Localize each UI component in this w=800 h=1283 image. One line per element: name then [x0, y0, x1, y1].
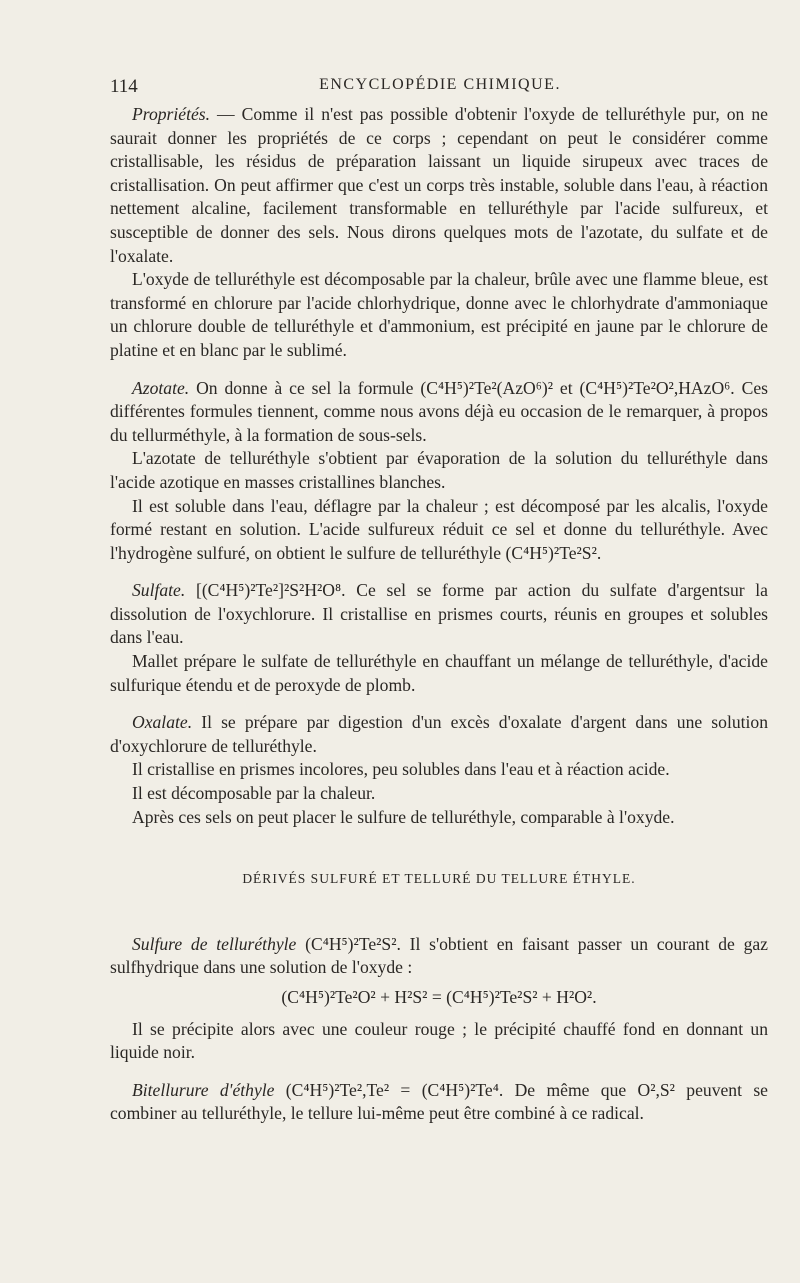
paragraph-azotate-preparation: L'azotate de telluréthyle s'obtient par évaporation de la solution du telluréthyle dans l'acide azotique en masses cristallines blanches.	[110, 448, 768, 492]
page-number: 114	[110, 76, 138, 97]
section-title-sulfate: Sulfate.	[132, 580, 186, 601]
paragraph-azotate	[110, 377, 768, 448]
chemical-equation: (C⁴H⁵)²Te²O² + H²S² = (C⁴H⁵)²Te²S² + H²O².	[281, 987, 597, 1007]
paragraph-text: (C⁴H⁵)²Te²,Te² = (C⁴H⁵)²Te⁴. De même que O²,S² peuvent se combiner au telluréthyle, le tellure lui-même peut être combiné à ce radical.	[110, 1079, 768, 1124]
paragraph-oxalate	[110, 711, 768, 758]
paragraph-text: On donne à ce sel la formule (C⁴H⁵)²Te²(AzO⁶)² et (C⁴H⁵)²Te²O²,HAzO⁶. Ces différentes formules tiennent, comme nous avons déjà eu occasion de le remarquer, à propos du tellurméthyle, à la formation de sous-sels.	[110, 377, 768, 445]
section-title-azotate: Azotate.	[132, 377, 190, 398]
paragraph-oxalate-decomposable: Il est décomposable par la chaleur.	[132, 783, 376, 804]
paragraph-text: (C⁴H⁵)²Te²S². Il s'obtient en faisant passer un courant de gaz sulfhydrique dans une solution de l'oxyde :	[110, 933, 768, 978]
paragraph-oxalate-transition: Après ces sels on peut placer le sulfure de telluréthyle, comparable à l'oxyde.	[132, 806, 675, 827]
page-body	[110, 103, 768, 1126]
paragraph-sulfate	[110, 579, 768, 650]
section-heading: DÉRIVÉS SULFURÉ ET TELLURÉ DU TELLURE ÉTHYLE.	[242, 871, 636, 887]
paragraph-proprietes	[110, 103, 768, 268]
section-title-proprietes: Propriétés.	[132, 104, 211, 124]
running-head: ENCYCLOPÉDIE CHIMIQUE.	[319, 76, 561, 93]
paragraph-text: [(C⁴H⁵)²Te²]²S²H²O⁸. Ce sel se forme par action du sulfate d'argentsur la dissolution de l'oxychlorure. Il cristallise en prismes courts, réunis en groupes et solubles dans l'eau.	[110, 580, 768, 648]
paragraph-azotate-properties: Il est soluble dans l'eau, déflagre par la chaleur ; est décomposé par les alcalis, l'oxyde formé restant en solution. L'acide sulfureux réduit ce sel et donne du telluréthyle. Avec l'hydrogène sulfuré, on obtient le sulfure de telluréthyle (C⁴H⁵)²Te²S².	[110, 495, 768, 563]
page-header	[110, 76, 770, 100]
section-title-oxalate: Oxalate.	[132, 712, 193, 733]
section-title-bitellurure: Bitellurure d'éthyle	[132, 1079, 275, 1100]
paragraph-bitellurure	[110, 1079, 768, 1126]
paragraph-oxyde-decomposition: L'oxyde de telluréthyle est décomposable par la chaleur, brûle avec une flamme bleue, est transformé en chlorure par l'acide chlorhydrique, donne avec le chlorhydrate d'ammoniaque un chlorure double de telluréthyle et d'ammonium, est précipité en jaune par le chlorure de platine et en blanc par le sublimé.	[110, 269, 768, 360]
paragraph-oxalate-crystals: Il cristallise en prismes incolores, peu solubles dans l'eau et à réaction acide.	[132, 759, 670, 780]
paragraph-sulfure-precipitate: Il se précipite alors avec une couleur rouge ; le précipité chauffé fond en donnant un liquide noir.	[110, 1018, 768, 1063]
paragraph-sulfate-mallet: Mallet prépare le sulfate de telluréthyle en chauffant un mélange de telluréthyle, d'acide sulfurique étendu et de peroxyde de plomb.	[110, 651, 768, 695]
paragraph-text: — Comme il n'est pas possible d'obtenir l'oxyde de telluréthyle pur, on ne saurait donner les propriétés de ce corps ; cependant on peut le considérer comme cristallisable, les résidus de préparation laissant un liquide sirupeux avec traces de cristallisation. On peut affirmer que c'est un corps très instable, soluble dans l'eau, à réaction nettement alcaline, facilement transformable en telluréthyle par l'acide sulfureux, et susceptible de donner des sels. Nous dirons quelques mots de l'azotate, du sulfate et de l'oxalate.	[110, 104, 768, 266]
paragraph-text: Il se prépare par digestion d'un excès d'oxalate d'argent dans une solution d'oxychlorure de telluréthyle.	[110, 712, 768, 756]
section-title-sulfure: Sulfure de telluréthyle	[132, 933, 297, 954]
paragraph-sulfure	[110, 933, 768, 980]
